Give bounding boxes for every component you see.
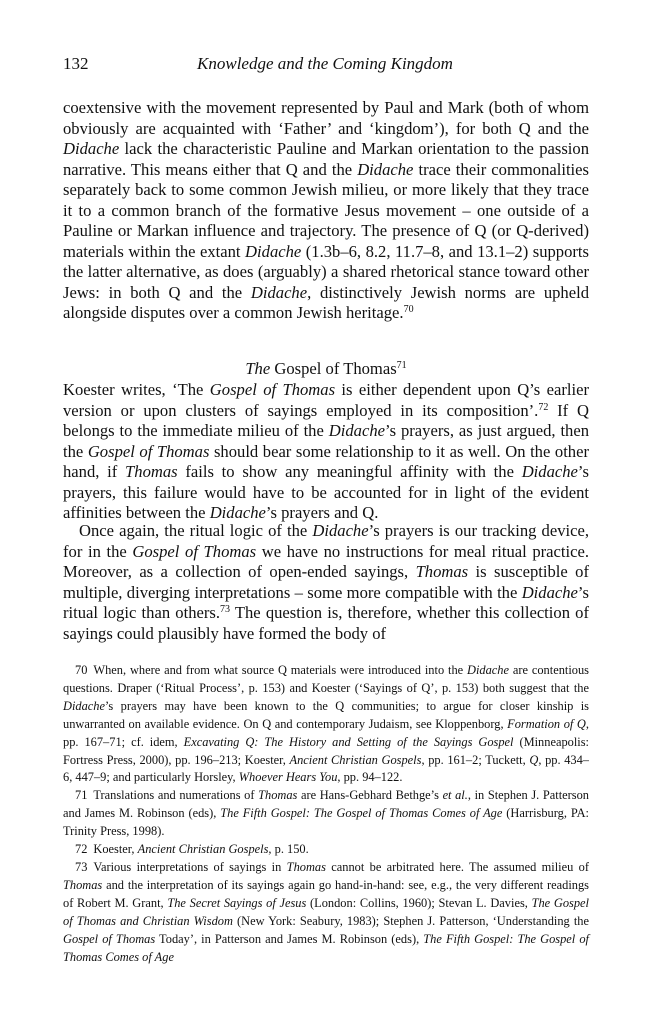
- paragraph-ritual-logic: Once again, the ritual logic of the Didache’s prayers is our tracking device, for in the Gospel of Thomas we have no instructions for meal ritual practice. Moreover, as a collection of open-ended sayings, Thomas is susceptible of multiple, diverging interpretations – some more compatible with the Didache’s ritual logic than others.$^{73}$ The question is, therefore, whether this collection of sayings could plausibly have formed the body of: [63, 521, 590, 643]
- running-header: [63, 54, 587, 78]
- paragraph-koester: Koester writes, ‘The Gospel of Thomas is either dependent upon Q’s earlier version or upon clusters of sayings employed in its composition’.$^{72}$ If Q belongs to the immediate milieu of the Didache’s prayers, as just argued, then the Gospel of Thomas should bear some relationship to it as well. On the other hand, if Thomas fails to show any meaningful affinity with the Didache’s prayers, this failure would have to be accounted for in light of the evident affinities between the Didache’s prayers and Q.: [63, 380, 590, 522]
- footnotes: [63, 662, 589, 966]
- footnote-70: 70 When, where and from what source Q materials were introduced into the Didache are contentious questions. Draper (‘Ritual Process’, p. 153) and Koester (‘Sayings of Q’, p. 153) both suggest that the Didache’s prayers may have been known to the Q communities; to argue for closer kinship is unwarranted on available evidence. On Q and contemporary Judaism, see Kloppenborg, Formation of Q, pp. 167–71; cf. idem, Excavating Q: The History and Setting of the Sayings Gospel (Minneapolis: Fortress Press, 2000), pp. 196–213; Koester, Ancient Christian Gospels, pp. 161–2; Tuckett, Q, pp. 434–6, 447–9; and particularly Horsley, Whoever Hears You, pp. 94–122.: [63, 663, 589, 785]
- footnote-ref-72[interactable]: 72: [538, 401, 549, 413]
- footnote-ref-71[interactable]: 71: [396, 360, 407, 371]
- footnote-ref-73[interactable]: 73: [219, 604, 230, 615]
- section-heading: The Gospel of Thomas$^{71}$: [245, 359, 407, 378]
- footnote-ref-70[interactable]: 70: [403, 304, 414, 315]
- footnote-73: 73 Various interpretations of sayings in Thomas cannot be arbitrated here. The assumed milieu of Thomas and the interpretation of its sayings again go hand-in-hand: see, e.g., the very different readings of Robert M. Grant, The Secret Sayings of Jesus (London: Collins, 1960); Stevan L. Davies, The Gospel of Thomas and Christian Wisdom (New York: Seabury, 1983); Stephen J. Patterson, ‘Understanding the Gospel of Thomas Today’, in Patterson and James M. Robinson (eds), The Fifth Gospel: The Gospel of Thomas Comes of Age: [63, 859, 589, 964]
- footnote-71: 71 Translations and numerations of Thomas are Hans-Gebhard Bethge’s et al., in Stephen J. Patterson and James M. Robinson (eds), The Fifth Gospel: The Gospel of Thomas Comes of Age (Harrisburg, PA: Trinity Press, 1998).: [63, 788, 589, 839]
- running-title: Knowledge and the Coming Kingdom: [197, 54, 453, 73]
- paragraph-continuation: coextensive with the movement represented by Paul and Mark (both of whom obviously are acquainted with ‘Father’ and ‘kingdom’), for both Q and the Didache lack the characteristic Pauline and Markan orientation to the passion narrative. This means either that Q and the Didache trace their commonalities separately back to some common Jewish milieu, or more likely that they trace it to a common branch of the formative Jesus movement – one outside of a Pauline or Markan influence and trajectory. The presence of Q (or Q-derived) materials within the extant Didache (1.3b–6, 8.2, 11.7–8, and 13.1–2) supports the latter alternative, as does (arguably) a shared rhetorical stance toward other Jews: in both Q and the Didache, distinctively Jewish norms are upheld alongside disputes over a common Jewish heritage.$^{70}$: [63, 98, 589, 322]
- page-number: 132: [63, 54, 89, 73]
- footnote-72: 72 Koester, Ancient Christian Gospels, p. 150.: [75, 842, 309, 857]
